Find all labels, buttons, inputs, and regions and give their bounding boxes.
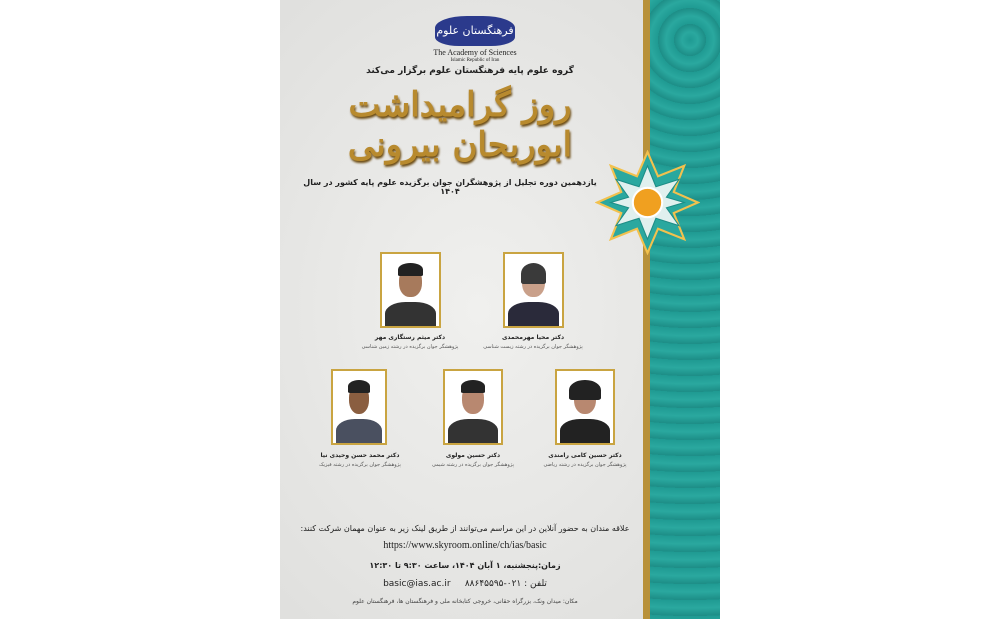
person-name: دکتر میثم رستگاری مهر <box>374 334 446 341</box>
person-field: پژوهشگر جوان برگزیده در رشته فیزیک <box>319 462 401 468</box>
person-photo <box>503 252 564 328</box>
event-poster <box>280 0 720 619</box>
person-caption <box>300 452 420 468</box>
event-address: مکان: میدان ونک، بزرگراه حقانی، خروجی کتابخانه ملی و فرهنگستان ها، فرهنگستان علوم <box>352 598 578 605</box>
star-emblem-icon <box>595 150 700 255</box>
person-field: پژوهشگر جوان برگزیده در رشته ریاضی <box>543 462 627 468</box>
person-caption <box>473 334 593 350</box>
event-time: زمان:پنجشنبه، ۱ آبان ۱۴۰۴، ساعت ۹:۳۰ تا ۱۲:۳۰ <box>369 561 561 570</box>
person-photo <box>443 369 503 445</box>
person-caption <box>413 452 533 468</box>
person-field: پژوهشگر جوان برگزیده در رشته زمین شناسی <box>361 344 459 350</box>
person-name: دکتر محمد حسن وحیدی نیا <box>320 452 400 459</box>
poster-subtitle: یازدهمین دوره تجلیل از پژوهشگران جوان برگزیده علوم پایه کشور در سال ۱۴۰۴ <box>303 178 597 196</box>
contact-line <box>290 579 640 589</box>
phone-number: تلفن : ۰۲۱-۸۸۶۴۵۵۹۵ <box>464 579 547 589</box>
decorative-side-strip <box>643 0 720 619</box>
event-link[interactable]: https://www.skyroom.online/ch/ias/basic <box>383 540 547 551</box>
person-name: دکتر محیا مهرمحمدی <box>501 334 565 341</box>
person-photo <box>380 252 441 328</box>
person-photo <box>555 369 615 445</box>
person-name: دکتر حسین مولوی <box>445 452 501 459</box>
person-caption <box>350 334 470 350</box>
invite-text: علاقه مندان به حضور آنلاین در این مراسم می‌توانند از طریق لینک زیر به عنوان مهمان شرکت کنند: <box>300 524 630 533</box>
email-address[interactable]: basic@ias.ac.ir <box>383 579 451 589</box>
poster-title: روز گرامیداشت ابوریحان بیرونی <box>347 85 573 165</box>
organizer-text: گروه علوم پایه فرهنگستان علوم برگزار می‌کند <box>366 66 574 76</box>
logo-english-name: The Academy of Sciences <box>433 48 517 57</box>
person-field: پژوهشگر جوان برگزیده در رشته شیمی <box>432 462 514 468</box>
person-name: دکتر حسین کامی رامندی <box>548 452 622 459</box>
logo-english-sub: Islamic Republic of Iran <box>450 58 500 63</box>
person-photo <box>331 369 387 445</box>
person-caption <box>525 452 645 468</box>
academy-logo: فرهنگستان علوم <box>435 16 515 46</box>
person-field: پژوهشگر جوان برگزیده در رشته زیست شناسی <box>483 344 583 350</box>
